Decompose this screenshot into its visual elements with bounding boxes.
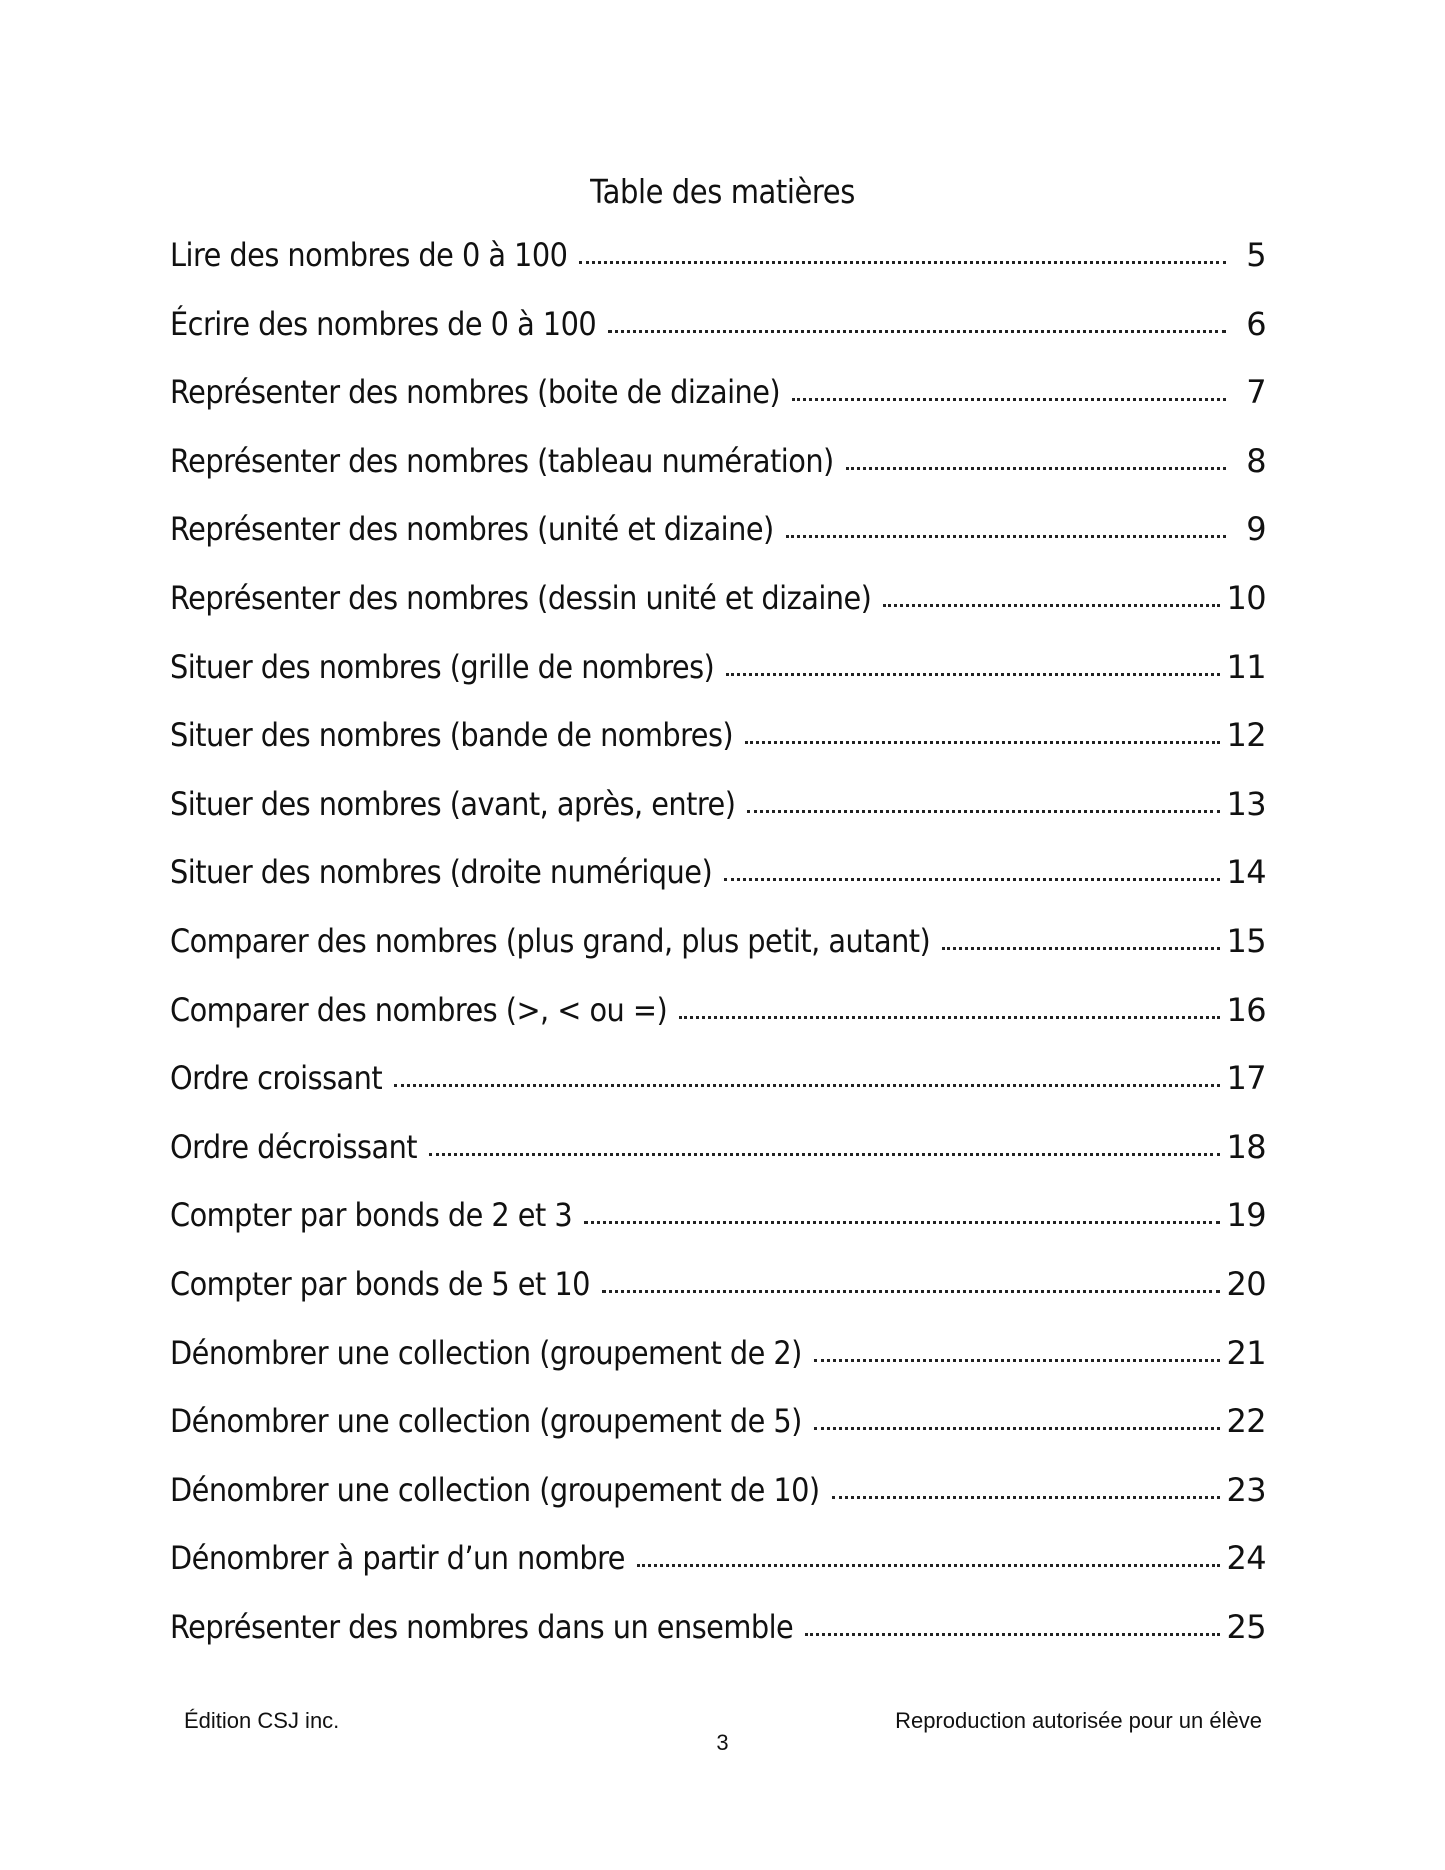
dot-leader bbox=[883, 600, 1220, 607]
toc-entry-label: Représenter des nombres (unité et dizaine) bbox=[170, 510, 774, 549]
toc-entry-label: Ordre croissant bbox=[170, 1059, 383, 1098]
dot-leader bbox=[637, 1560, 1220, 1567]
toc-entry-page: 13 bbox=[1226, 784, 1266, 823]
toc-entry[interactable] bbox=[170, 648, 1270, 717]
toc-entry-label: Situer des nombres (grille de nombres) bbox=[170, 647, 715, 686]
toc-entry[interactable] bbox=[170, 785, 1270, 854]
dot-leader bbox=[745, 737, 1220, 744]
dot-leader bbox=[394, 1080, 1220, 1087]
toc-entry-label: Situer des nombres (bande de nombres) bbox=[170, 716, 734, 755]
toc-entry-label: Comparer des nombres (plus grand, plus petit, autant) bbox=[170, 921, 931, 960]
toc-entry-label: Lire des nombres de 0 à 100 bbox=[170, 236, 568, 274]
toc-entry-label: Dénombrer une collection (groupement de 2) bbox=[170, 1333, 802, 1372]
dot-leader bbox=[579, 257, 1226, 264]
toc-entry[interactable] bbox=[170, 1402, 1270, 1471]
toc-entry[interactable] bbox=[170, 1059, 1270, 1128]
toc-entry-page: 15 bbox=[1226, 921, 1266, 960]
page-title: Table des matières bbox=[590, 172, 855, 211]
toc-entry-label: Situer des nombres (droite numérique) bbox=[170, 853, 713, 892]
toc-entry-label: Représenter des nombres (boite de dizaine) bbox=[170, 373, 781, 412]
toc-entry-page: 5 bbox=[1246, 236, 1266, 274]
toc-entry[interactable] bbox=[170, 373, 1270, 442]
toc-entry[interactable] bbox=[170, 922, 1270, 991]
toc-entry-page: 7 bbox=[1246, 373, 1266, 412]
dot-leader bbox=[724, 874, 1220, 881]
toc-entry-label: Écrire des nombres de 0 à 100 bbox=[170, 304, 597, 343]
dot-leader bbox=[608, 326, 1226, 333]
toc-entry-page: 23 bbox=[1226, 1470, 1266, 1509]
dot-leader bbox=[679, 1012, 1220, 1019]
toc-entry-page: 12 bbox=[1226, 716, 1266, 755]
toc-entry-label: Dénombrer à partir d’un nombre bbox=[170, 1539, 625, 1578]
dot-leader bbox=[805, 1629, 1220, 1636]
toc-entry-page: 10 bbox=[1226, 578, 1266, 617]
toc-entry[interactable] bbox=[170, 1128, 1270, 1197]
toc-entry-label: Ordre décroissant bbox=[170, 1127, 418, 1166]
toc-entry-page: 17 bbox=[1226, 1059, 1266, 1098]
footer-rights: Reproduction autorisée pour un élève bbox=[895, 1708, 1262, 1733]
dot-leader bbox=[792, 394, 1226, 401]
toc-entry-page: 14 bbox=[1226, 853, 1266, 892]
toc-entry-label: Comparer des nombres (>, < ou =) bbox=[170, 990, 668, 1029]
toc-entry-label: Représenter des nombres dans un ensemble bbox=[170, 1607, 794, 1646]
toc-entry[interactable] bbox=[170, 305, 1270, 374]
toc-entry[interactable] bbox=[170, 1265, 1270, 1334]
toc-entry-page: 11 bbox=[1226, 647, 1266, 686]
dot-leader bbox=[786, 531, 1226, 538]
footer-publisher: Édition CSJ inc. bbox=[184, 1708, 340, 1733]
dot-leader bbox=[602, 1286, 1221, 1293]
toc-entry-page: 6 bbox=[1246, 304, 1266, 343]
toc-entry-page: 25 bbox=[1226, 1607, 1266, 1646]
dot-leader bbox=[584, 1217, 1220, 1224]
dot-leader bbox=[429, 1149, 1220, 1156]
toc-entry-label: Dénombrer une collection (groupement de 10) bbox=[170, 1470, 820, 1509]
toc-entry-label: Situer des nombres (avant, après, entre) bbox=[170, 784, 736, 823]
toc-entry-label: Dénombrer une collection (groupement de 5) bbox=[170, 1402, 802, 1441]
toc-entry-page: 22 bbox=[1226, 1402, 1266, 1441]
toc-entry[interactable] bbox=[170, 1539, 1270, 1608]
toc-entry[interactable] bbox=[170, 991, 1270, 1060]
toc-entry[interactable] bbox=[170, 1196, 1270, 1265]
toc-entry-page: 18 bbox=[1226, 1127, 1266, 1166]
toc-entry[interactable] bbox=[170, 236, 1270, 305]
toc-entry[interactable] bbox=[170, 579, 1270, 648]
toc-entry-page: 16 bbox=[1226, 990, 1266, 1029]
toc-entry-page: 20 bbox=[1226, 1264, 1266, 1303]
toc-entry-page: 21 bbox=[1226, 1333, 1266, 1372]
toc-entry-page: 8 bbox=[1246, 441, 1266, 480]
toc-entry[interactable] bbox=[170, 1471, 1270, 1540]
toc-entry[interactable] bbox=[170, 716, 1270, 785]
footer-page-number: 3 bbox=[716, 1730, 729, 1755]
toc-entry[interactable] bbox=[170, 442, 1270, 511]
toc-entry[interactable] bbox=[170, 1608, 1270, 1677]
dot-leader bbox=[814, 1423, 1221, 1430]
toc-entry-label: Représenter des nombres (dessin unité et dizaine) bbox=[170, 578, 872, 617]
dot-leader bbox=[942, 943, 1220, 950]
dot-leader bbox=[747, 806, 1220, 813]
toc-entry-label: Compter par bonds de 5 et 10 bbox=[170, 1264, 590, 1303]
dot-leader bbox=[726, 669, 1220, 676]
toc-entry[interactable] bbox=[170, 510, 1270, 579]
dot-leader bbox=[846, 463, 1226, 470]
dot-leader bbox=[814, 1355, 1221, 1362]
toc-entry-label: Compter par bonds de 2 et 3 bbox=[170, 1196, 573, 1235]
table-of-contents bbox=[170, 236, 1270, 1676]
toc-entry-label: Représenter des nombres (tableau numération) bbox=[170, 441, 834, 480]
toc-entry[interactable] bbox=[170, 1334, 1270, 1403]
toc-entry-page: 19 bbox=[1226, 1196, 1266, 1235]
toc-entry[interactable] bbox=[170, 853, 1270, 922]
toc-entry-page: 24 bbox=[1226, 1539, 1266, 1578]
dot-leader bbox=[832, 1492, 1221, 1499]
toc-entry-page: 9 bbox=[1246, 510, 1266, 549]
